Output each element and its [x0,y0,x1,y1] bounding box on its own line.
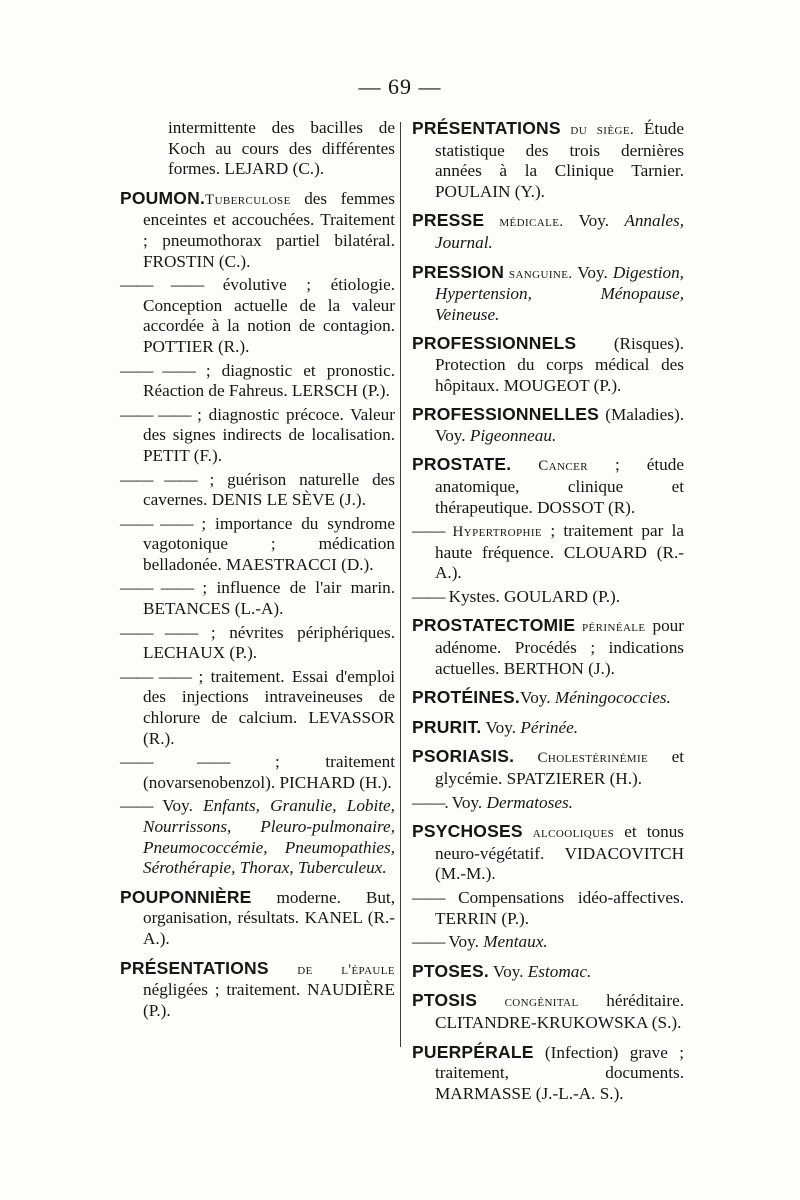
right-column [412,118,684,1107]
entry-heading: PRESSE [412,210,485,231]
index-entry [412,990,684,1033]
entry-text: ; étude anatomique, clinique et thérapeutique. DOSSOT (R). [435,455,684,517]
entry-heading: PROTÉINES. [412,687,520,708]
entry-crossref: Estomac. [527,961,592,981]
entry-text: (Maladies). Voy. [435,405,684,445]
column-divider [400,122,401,1047]
entry-dash: —— —— [120,752,230,772]
entry-text: négligées ; traitement. NAUDIÈRE (P.). [143,980,395,1020]
entry-text: ; traitement. Essai d'emploi des injections intraveineuses de chlorure de calcium. LEVASSOR (R.). [143,666,395,748]
entry-heading: PROFESSIONNELLES [412,404,599,425]
entry-dash: —— [120,796,153,816]
entry-dash: —— —— [120,404,191,424]
entry-crossref: Annales, Journal. [435,211,684,252]
entry-crossref: Dermatoses. [486,792,573,812]
entry-dash: —— —— [120,513,193,533]
entry-dash: —— —— [120,275,204,295]
entry-text: Voy. [572,262,613,282]
entry-crossref: Digestion, Hypertension, Ménopause, Veineuse. [435,262,684,324]
entry-text: Voy. [152,796,204,816]
index-entry [412,888,684,929]
page-number: — 69 — [358,74,442,99]
left-column [120,118,395,1024]
entry-crossref: Enfants, Granulie, Lobite, Nourrissons, Pleuro-pulmonaire, Pneumococcémie, Pneumopathies, Sérothérapie, Thorax, Tuberculeux. [143,796,395,878]
entry-dash: —— —— [120,622,198,642]
entry-crossref: Mentaux. [483,932,548,952]
index-entry [412,821,684,885]
index-entry [412,961,684,983]
entry-text: ; guérison naturelle des cavernes. DENIS LE SÈVE (J.). [143,469,395,510]
index-entry [120,514,395,576]
entry-text: Voy. [447,792,487,812]
entry-text: et tonus neuro-végétatif. VIDACOVITCH (M.-M.). [435,822,684,884]
entry-heading: POUMON. [120,187,206,208]
index-entry [412,404,684,446]
index-entry [412,932,684,953]
index-entry [120,623,395,664]
entry-subheading: Hypertrophie [444,524,543,541]
index-entry [412,746,684,789]
index-entry [120,361,395,402]
entry-subheading: alcooliques [522,825,615,842]
entry-heading: PRURIT. [412,716,482,737]
entry-dash: —— —— [120,360,195,380]
index-entry [412,1042,684,1105]
entry-dash: —— —— [120,469,197,489]
entry-dash: —— [412,932,445,952]
entry-heading: PROFESSIONNELS [412,333,577,354]
index-entry [120,887,395,950]
entry-subheading: Cancer [511,458,588,475]
entry-subheading: du siège. [560,122,635,138]
entry-dash: —— —— [120,578,194,598]
index-entry [120,667,395,749]
entry-text: Voy. [444,932,484,952]
index-entry [412,118,684,202]
index-entry [412,717,684,739]
index-entry [412,615,684,679]
index-entry [120,405,395,467]
entry-heading: PTOSIS [412,990,478,1011]
index-entry [412,262,684,326]
entry-crossref: Périnée. [520,717,579,737]
entry-text: ; influence de l'air marin. BETANCES (L.-A). [143,578,396,619]
entry-text: (Risques). Protection du corps médical des hôpitaux. MOUGEOT (P.). [435,334,684,395]
entry-text: ; névrites périphériques. LECHAUX (P.). [143,622,395,663]
index-entry [412,587,684,608]
entry-text: ; diagnostic précoce. Valeur des signes indirects de localisation. PETIT (F.). [143,404,395,465]
entry-subheading: sanguine. [504,265,573,282]
entry-dash: —— [412,521,445,541]
entry-text: Voy. [481,717,521,737]
index-entry [412,333,684,396]
entry-text: ; importance du syndrome vagotonique ; médication belladonée. MAESTRACCI (D.). [143,513,396,574]
entry-text: Voy. [520,688,555,708]
entry-dash: ——. [412,792,448,812]
entry-text: et glycémie. SPATZIERER (H.). [435,747,684,789]
entry-text: pour adénome. Procédés ; indications actuelles. BERTHON (J.). [435,616,684,678]
entry-heading: PROSTATE. [412,454,512,475]
index-entry [120,188,395,272]
entry-heading: PRÉSENTATIONS [120,957,269,978]
entry-text: Étude statistique des trois dernières années à la Clinique Tarnier. POULAIN (Y.). [435,119,684,201]
entry-subheading: congénital [477,994,579,1011]
entry-heading: PRÉSENTATIONS [412,118,561,138]
entry-text: ; traitement par la haute fréquence. CLOUARD (R.-A.). [435,521,684,583]
entry-heading: PSORIASIS. [412,746,515,767]
entry-text: Kystes. GOULARD (P.). [444,586,621,606]
entry-text: Voy. [488,961,528,981]
entry-text: héréditaire. CLITANDRE-KRUKOWSKA (S.). [435,991,684,1032]
entry-heading: PSYCHOSES [412,821,523,842]
entry-text: (Infection) grave ; traitement, documents. MARMASSE (J.-L.-A. S.). [435,1042,684,1103]
index-entry [412,793,684,814]
index-entry [120,470,395,511]
entry-dash: —— [412,888,445,907]
index-entry [120,578,395,619]
index-entry [412,687,684,709]
entry-heading: PTOSES. [412,960,489,981]
index-entry [412,521,684,584]
entry-heading: PROSTATECTOMIE [412,615,576,636]
index-entry [120,752,395,793]
entry-heading: PRESSION [412,261,505,282]
entry-text: évolutive ; étiologie. Conception actuelle de la valeur accordée à la notion de contagion. POTTIER (R.). [143,275,396,356]
index-entry [412,454,684,518]
entry-text: ; diagnostic et pronostic. Réaction de Fahreus. LERSCH (P.). [143,360,395,401]
index-entry [412,210,684,253]
index-entry [120,796,395,878]
entry-subheading: Cholestérinémie [514,750,649,767]
entry-crossref: Pigeonneau. [469,425,557,445]
entry-subheading: Tuberculose [205,191,291,208]
index-entry [120,958,395,1022]
entry-text: ; traitement (novarsenobenzol). PICHARD (H.). [143,752,396,792]
index-entry [120,275,395,357]
entry-text: moderne. But, organisation, résultats. KANEL (R.-A.). [143,887,395,948]
entry-subheading: médicale. [484,214,564,231]
entry-crossref: Méningococcies. [554,688,671,708]
entry-text: Voy. [563,211,625,231]
entry-subheading: périnéale [575,619,646,636]
entry-heading: PUERPÉRALE [412,1041,534,1062]
entry-dash: —— [412,586,445,606]
entry-text: Compensations idéo-affectives. TERRIN (P.). [435,888,684,928]
entry-subheading: de l'épaule [268,961,395,978]
entry-text: intermittente des bacilles de Koch au cours des différentes formes. LEJARD (C.). [168,118,395,179]
index-entry [120,118,395,180]
entry-text: des femmes enceintes et accouchées. Traitement ; pneumothorax partiel bilatéral. FROSTIN (C.). [143,188,395,271]
entry-dash: —— —— [120,666,192,686]
entry-heading: POUPONNIÈRE [120,886,252,907]
